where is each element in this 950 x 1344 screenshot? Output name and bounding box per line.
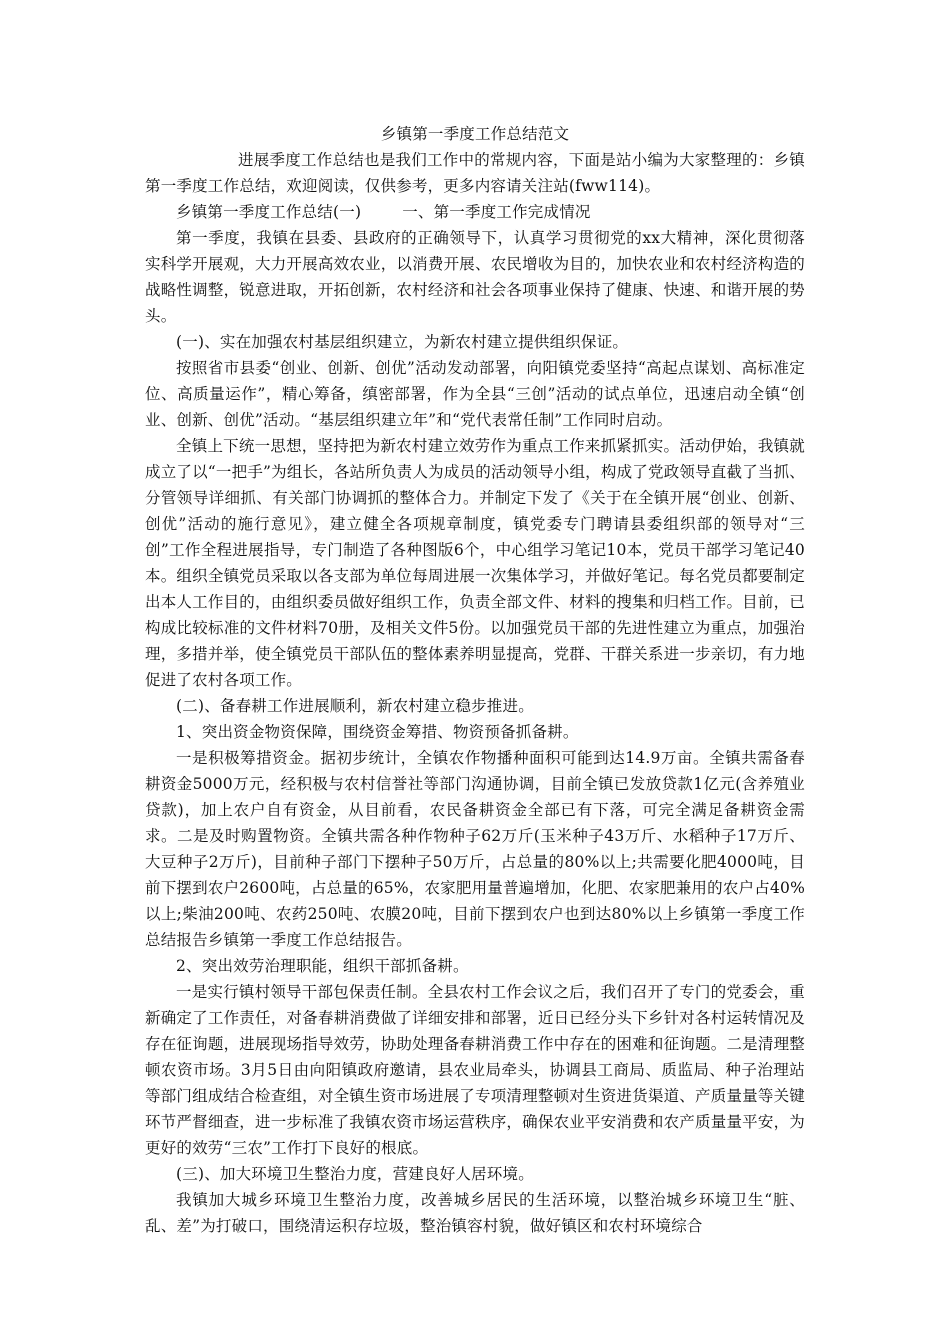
- section-heading: 乡镇第一季度工作总结(一) 一、第一季度工作完成情况: [176, 203, 591, 221]
- item-heading: 1、突出资金物资保障，围绕资金筹措、物资预备抓备耕。: [176, 723, 579, 741]
- body-paragraph: 一是积极筹措资金。据初步统计，全镇农作物播种面积可能到达14.9万亩。全镇共需备春耕资金5000万元，经积极与农村信誉社等部门沟通协调，目前全镇已发放贷款1亿元(含养殖业贷款)，加上农户自有资金，从目前看，农民备耕资金全部已有下落，可完全满足备耕资金需求。二是及时购置物资。全镇共需各种作物种子62万斤(玉米种子43万斤、水稻种子17万斤、大豆种子2万斤)，目前种子部门下摆种子50万斤，占总量的80%以上;共需要化肥4000吨，目前下摆到农户2600吨，占总量的65%，农家肥用量普遍增加，化肥、农家肥兼用的农户占40%以上;柴油200吨、农药250吨、农膜20吨，目前下摆到农户也到达80%以上乡镇第一季度工作总结报告乡镇第一季度工作总结报告。: [145, 749, 805, 949]
- body-paragraph: 我镇加大城乡环境卫生整治力度，改善城乡居民的生活环境，以整治城乡环境卫生“脏、乱、差”为打破口，围绕清运积存垃圾，整治镇容村貌，做好镇区和农村环境综合: [145, 1191, 805, 1235]
- intro-paragraph: 进展季度工作总结也是我们工作中的常规内容，下面是站小编为大家整理的：乡镇第一季度工作总结，欢迎阅读，仅供参考，更多内容请关注站(fww114)。: [145, 151, 805, 195]
- body-paragraph: 全镇上下统一思想，坚持把为新农村建立效劳作为重点工作来抓紧抓实。活动伊始，我镇就成立了以“一把手”为组长，各站所负责人为成员的活动领导小组，构成了党政领导直截了当抓、分管领导详细抓、有关部门协调抓的整体合力。并制定下发了《关于在全镇开展“创业、创新、创优”活动的施行意见》，建立健全各项规章制度，镇党委专门聘请县委组织部的领导对“三创”工作全程进展指导，专门制造了各种图版6个，中心组学习笔记10本，党员干部学习笔记40本。组织全镇党员采取以各支部为单位每周进展一次集体学习，并做好笔记。每名党员都要制定出本人工作目的，由组织委员做好组织工作，负责全部文件、材料的搜集和归档工作。目前，已构成比较标准的文件材料70册，及相关文件5份。以加强党员干部的先进性建立为重点，加强治理，多措并举，使全镇党员干部队伍的整体素养明显提高，党群、干群关系进一步亲切，有力地促进了农村各项工作。: [145, 437, 805, 689]
- body-paragraph: 一是实行镇村领导干部包保责任制。全县农村工作会议之后，我们召开了专门的党委会，重新确定了工作责任，对备春耕消费做了详细安排和部署，近日已经分头下乡针对各村运转情况及存在征询题，进展现场指导效劳，协助处理备春耕消费工作中存在的困难和征询题。二是清理整顿农资市场。3月5日由向阳镇政府邀请，县农业局牵头，协调县工商局、质监局、种子治理站等部门组成结合检查组，对全镇生资市场进展了专项清理整顿对生资进货渠道、产质量量等关键环节严督细查，进一步标准了我镇农资市场运营秩序，确保农业平安消费和农产质量量平安，为更好的效劳“三农”工作打下良好的根底。: [145, 983, 805, 1157]
- item-heading: 2、突出效劳治理职能，组织干部抓备耕。: [176, 957, 469, 975]
- subsection-heading: (一)、实在加强农村基层组织建立，为新农村建立提供组织保证。: [176, 333, 629, 351]
- body-paragraph: 第一季度，我镇在县委、县政府的正确领导下，认真学习贯彻党的xx大精神，深化贯彻落实科学开展观，大力开展高效农业，以消费开展、农民增收为目的，加快农业和农村经济构造的战略性调整，锐意进取，开拓创新，农村经济和社会各项事业保持了健康、快速、和谐开展的势头。: [145, 229, 805, 325]
- document-body: [145, 121, 805, 1239]
- subsection-heading: (三)、加大环境卫生整治力度，营建良好人居环境。: [176, 1165, 534, 1183]
- subsection-heading: (二)、备春耕工作进展顺利，新农村建立稳步推进。: [176, 697, 534, 715]
- body-paragraph: 按照省市县委“创业、创新、创优”活动发动部署，向阳镇党委坚持“高起点谋划、高标准定位、高质量运作”，精心筹备，缜密部署，作为全县“三创”活动的试点单位，迅速启动全镇“创业、创新、创优”活动。“基层组织建立年”和“党代表常任制”工作同时启动。: [145, 359, 805, 429]
- document-title: 乡镇第一季度工作总结范文: [380, 125, 570, 143]
